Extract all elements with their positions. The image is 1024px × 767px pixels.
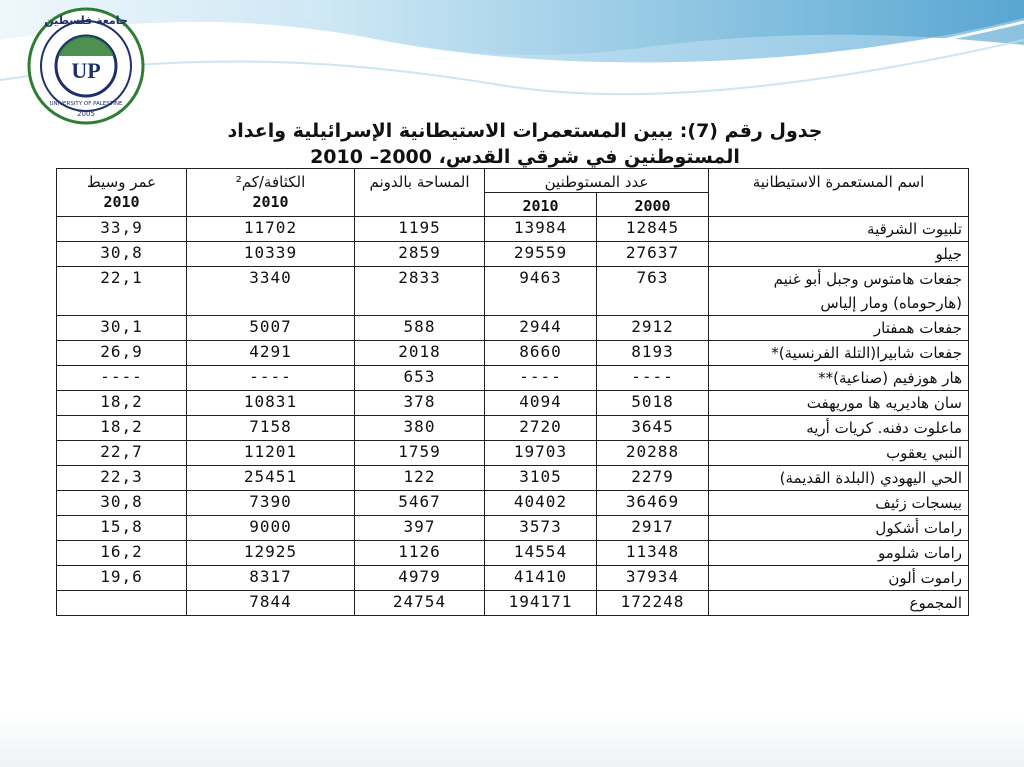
cell-density: 8317	[187, 566, 355, 591]
cell-settlers-2000: 12845	[597, 217, 709, 242]
cell-settlers-2000: 763	[597, 267, 709, 316]
cell-density: 10339	[187, 242, 355, 267]
cell-name: ماعلوت دفنه. كريات أريه	[709, 416, 969, 441]
cell-density: ----	[187, 366, 355, 391]
cell-age: 22,1	[57, 267, 187, 316]
footer-fade	[0, 715, 1024, 767]
header-age-label: عمر وسيط	[86, 173, 157, 191]
cell-area: 588	[355, 316, 485, 341]
cell-age: 15,8	[57, 516, 187, 541]
settlements-table	[56, 168, 968, 616]
cell-name: رامات شلومو	[709, 541, 969, 566]
cell-settlers-2000: 2917	[597, 516, 709, 541]
cell-density: 4291	[187, 341, 355, 366]
table-row	[57, 217, 969, 242]
cell-settlers-2000: 20288	[597, 441, 709, 466]
cell-density: 25451	[187, 466, 355, 491]
cell-age: 26,9	[57, 341, 187, 366]
table-row	[57, 416, 969, 441]
title-line-1: جدول رقم (7): يبين المستعمرات الاستيطانية الإسرائيلية واعداد	[227, 120, 823, 142]
cell-age: 30,1	[57, 316, 187, 341]
table-row	[57, 267, 969, 316]
cell-density: 10831	[187, 391, 355, 416]
logo-arc-english: UNIVERSITY OF PALESTINE	[49, 101, 123, 107]
cell-area: 397	[355, 516, 485, 541]
cell-area: 2018	[355, 341, 485, 366]
cell-name: سان هاديريه ها موريهفت	[709, 391, 969, 416]
logo-year: 2005	[77, 110, 95, 118]
cell-age: 16,2	[57, 541, 187, 566]
header-age-year: 2010	[103, 193, 140, 211]
cell-settlers-2000: 2279	[597, 466, 709, 491]
cell-area: 2833	[355, 267, 485, 316]
cell-density: 9000	[187, 516, 355, 541]
cell-settlers-2000: 172248	[597, 591, 709, 616]
cell-settlers-2000: 37934	[597, 566, 709, 591]
university-logo	[26, 6, 146, 126]
cell-name: جفعات شابيرا(التلة الفرنسية)*	[709, 341, 969, 366]
cell-age: 30,8	[57, 242, 187, 267]
table-row	[57, 566, 969, 591]
cell-density: 7390	[187, 491, 355, 516]
cell-settlers-2010: 9463	[485, 267, 597, 316]
table-row	[57, 591, 969, 616]
table-row	[57, 541, 969, 566]
cell-settlers-2010: ----	[485, 366, 597, 391]
cell-settlers-2010: 41410	[485, 566, 597, 591]
cell-settlers-2010: 4094	[485, 391, 597, 416]
header-area: المساحة بالدونم	[355, 169, 485, 217]
cell-settlers-2010: 8660	[485, 341, 597, 366]
cell-settlers-2010: 40402	[485, 491, 597, 516]
table-row	[57, 466, 969, 491]
cell-settlers-2010: 19703	[485, 441, 597, 466]
table-title	[150, 118, 900, 170]
cell-density: 5007	[187, 316, 355, 341]
cell-settlers-2010: 2720	[485, 416, 597, 441]
cell-area: 5467	[355, 491, 485, 516]
cell-name: جيلو	[709, 242, 969, 267]
cell-name: الحي اليهودي (البلدة القديمة)	[709, 466, 969, 491]
cell-area: 1126	[355, 541, 485, 566]
cell-name: رامات أشكول	[709, 516, 969, 541]
cell-age: 22,3	[57, 466, 187, 491]
cell-area: 1195	[355, 217, 485, 242]
table-row	[57, 516, 969, 541]
header-age	[57, 169, 187, 217]
cell-settlers-2000: ----	[597, 366, 709, 391]
header-density	[187, 169, 355, 217]
cell-age: 18,2	[57, 391, 187, 416]
cell-area: 4979	[355, 566, 485, 591]
table-row	[57, 491, 969, 516]
cell-age: ----	[57, 366, 187, 391]
cell-settlers-2010: 13984	[485, 217, 597, 242]
cell-settlers-2010: 3573	[485, 516, 597, 541]
cell-name: جفعات همفتار	[709, 316, 969, 341]
table-row	[57, 391, 969, 416]
cell-age	[57, 591, 187, 616]
header-name: اسم المستعمرة الاستيطانية	[709, 169, 969, 217]
header-density-label: الكثافة/كم²	[235, 173, 306, 191]
cell-area: 378	[355, 391, 485, 416]
cell-density: 11201	[187, 441, 355, 466]
cell-settlers-2000: 36469	[597, 491, 709, 516]
cell-settlers-2000: 5018	[597, 391, 709, 416]
cell-settlers-2000: 11348	[597, 541, 709, 566]
cell-age: 33,9	[57, 217, 187, 242]
header-settlers: عدد المستوطنين	[485, 169, 709, 193]
table-row	[57, 316, 969, 341]
cell-area: 380	[355, 416, 485, 441]
cell-name: النبي يعقوب	[709, 441, 969, 466]
cell-name: بيسجات زئيف	[709, 491, 969, 516]
cell-settlers-2010: 29559	[485, 242, 597, 267]
cell-settlers-2000: 27637	[597, 242, 709, 267]
logo-initials: UP	[71, 58, 101, 83]
cell-area: 24754	[355, 591, 485, 616]
cell-name: راموت ألون	[709, 566, 969, 591]
cell-area: 653	[355, 366, 485, 391]
cell-age: 18,2	[57, 416, 187, 441]
header-density-year: 2010	[252, 193, 289, 211]
cell-density: 12925	[187, 541, 355, 566]
table-row	[57, 242, 969, 267]
cell-settlers-2000: 2912	[597, 316, 709, 341]
cell-name: جفعات هامتوس وجبل أبو غنيم (هارحوماه) ومار إلياس	[709, 267, 969, 316]
logo-arc-arabic: جامعة فلسطين	[44, 14, 128, 27]
cell-settlers-2010: 14554	[485, 541, 597, 566]
cell-name: تلبيوت الشرقية	[709, 217, 969, 242]
cell-density: 11702	[187, 217, 355, 242]
cell-area: 122	[355, 466, 485, 491]
table-row	[57, 341, 969, 366]
header-row	[57, 169, 969, 193]
cell-age: 30,8	[57, 491, 187, 516]
header-year-2000: 2000	[597, 193, 709, 217]
cell-age: 22,7	[57, 441, 187, 466]
cell-settlers-2010: 2944	[485, 316, 597, 341]
cell-name: المجموع	[709, 591, 969, 616]
cell-settlers-2000: 8193	[597, 341, 709, 366]
cell-density: 7158	[187, 416, 355, 441]
cell-settlers-2010: 194171	[485, 591, 597, 616]
cell-name: هار هوزفيم (صناعية)**	[709, 366, 969, 391]
cell-area: 1759	[355, 441, 485, 466]
cell-settlers-2000: 3645	[597, 416, 709, 441]
table-row	[57, 441, 969, 466]
header-banner	[0, 0, 1024, 130]
cell-density: 7844	[187, 591, 355, 616]
cell-age: 19,6	[57, 566, 187, 591]
cell-area: 2859	[355, 242, 485, 267]
table-row	[57, 366, 969, 391]
cell-density: 3340	[187, 267, 355, 316]
header-year-2010: 2010	[485, 193, 597, 217]
title-line-2: المستوطنين في شرقي القدس، 2000– 2010	[310, 146, 740, 168]
cell-settlers-2010: 3105	[485, 466, 597, 491]
